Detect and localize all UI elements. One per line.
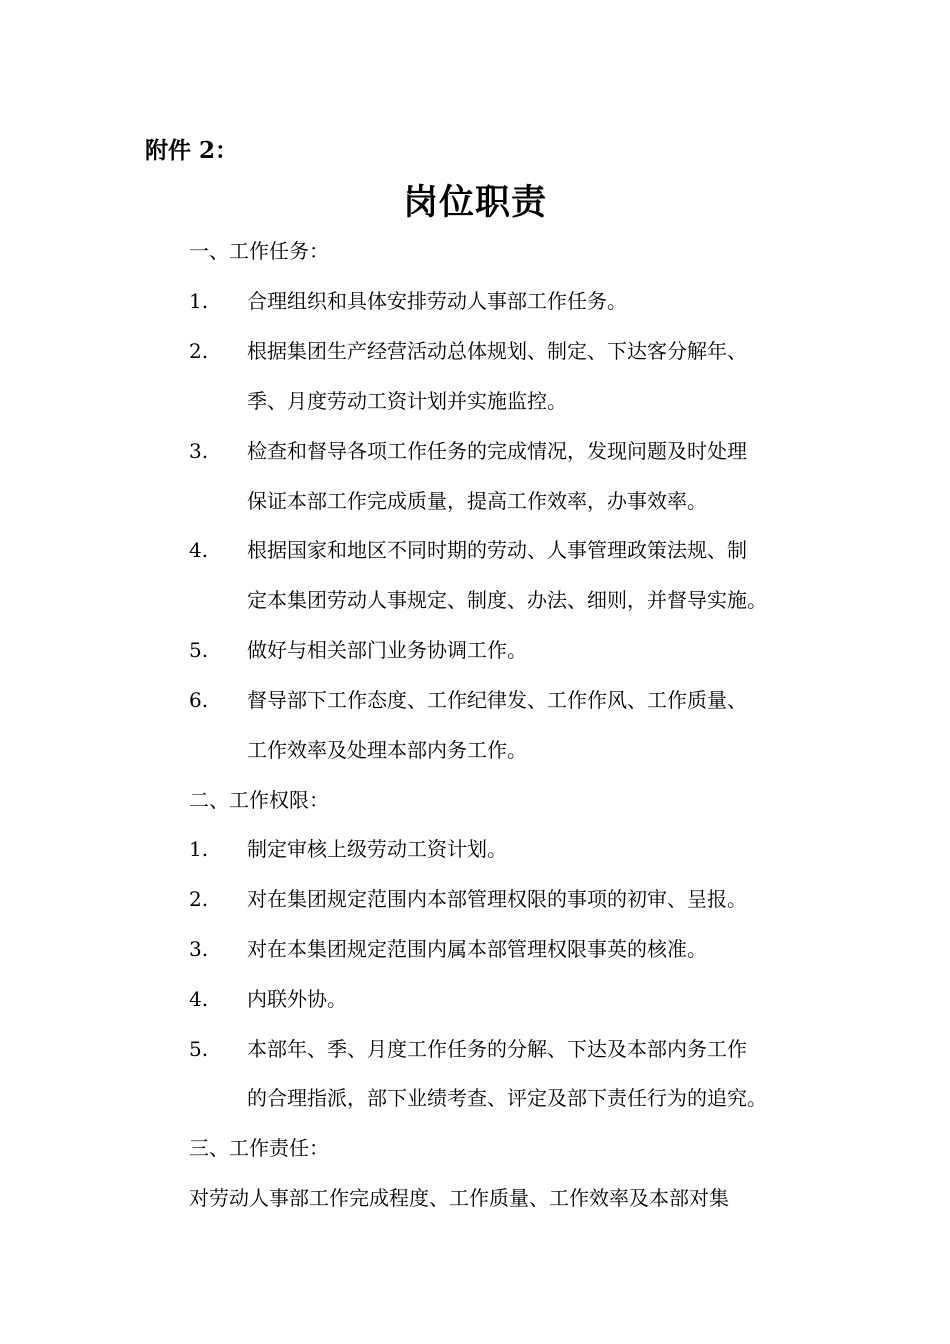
section-heading-responsibility: 三、工作责任： [189,1136,329,1160]
section-heading-authority: 二、工作权限： [189,788,329,812]
section-heading-tasks: 一、工作任务： [189,239,329,263]
item-text: 检查和督导各项工作任务的完成情况，发现问题及时处理 [247,439,747,463]
item-number: 3. [189,937,209,961]
item-text: 制定审核上级劳动工资计划。 [247,837,507,861]
item-number: 2. [189,339,209,363]
item-number: 5. [189,1037,209,1061]
document-title: 岗位职责 [402,182,547,223]
paragraph-text: 对劳动人事部工作完成程度、工作质量、工作效率及本部对集 [189,1186,729,1210]
item-text: 督导部下工作态度、工作纪律发、工作作风、工作质量、 [247,688,747,712]
item-number: 3. [189,439,209,463]
item-text: 合理组织和具体安排劳动人事部工作任务。 [247,289,627,313]
item-text: 的合理指派，部下业绩考查、评定及部下责任行为的追究。 [247,1086,767,1110]
item-text: 工作效率及处理本部内务工作。 [247,738,527,762]
item-number: 1. [189,289,209,313]
item-text: 对在本集团规定范围内属本部管理权限事英的核准。 [247,937,707,961]
item-text: 做好与相关部门业务协调工作。 [247,638,527,662]
item-number: 2. [189,887,209,911]
item-text: 内联外协。 [247,987,347,1011]
item-number: 6. [189,688,209,712]
attachment-label: 附件 2： [145,137,239,164]
item-number: 4. [189,538,209,562]
item-number: 4. [189,987,209,1011]
item-number: 1. [189,837,209,861]
item-text: 保证本部工作完成质量，提高工作效率，办事效率。 [247,489,707,513]
item-text: 对在集团规定范围内本部管理权限的事项的初审、呈报。 [247,887,747,911]
item-number: 5. [189,638,209,662]
item-text: 本部年、季、月度工作任务的分解、下达及本部内务工作 [247,1037,747,1061]
item-text: 根据国家和地区不同时期的劳动、人事管理政策法规、制 [247,538,747,562]
item-text: 根据集团生产经营活动总体规划、制定、下达客分解年、 [247,339,747,363]
item-text: 季、月度劳动工资计划并实施监控。 [247,389,567,413]
item-text: 定本集团劳动人事规定、制度、办法、细则，并督导实施。 [247,588,767,612]
